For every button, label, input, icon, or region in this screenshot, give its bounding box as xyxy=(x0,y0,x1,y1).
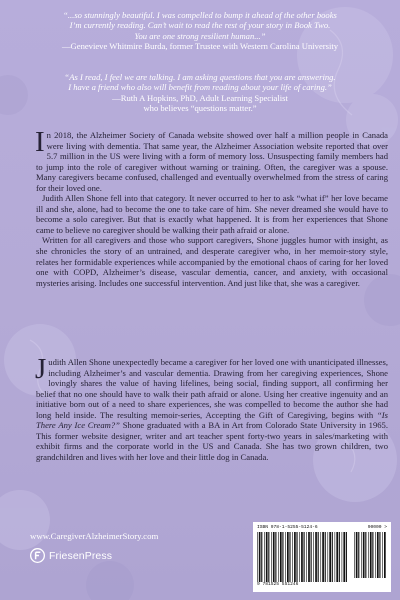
testimonial-quote xyxy=(12,72,388,113)
isbn-label: ISBN 978-1-5255-5124-6 xyxy=(257,525,318,530)
book-title-reference: “Is There Any Ice Cream?” xyxy=(36,409,388,431)
quote-line: I have a friend who also will benefit from reading about your life of caring.” xyxy=(68,82,332,93)
quote-attribution: who believes “questions matter.” xyxy=(143,102,257,113)
description-paragraph: Judith Allen Shone fell into that category. It never occurred to her to ask “what if” her love became ill and she, alone, had to become the one to take care of him. She never dreamed she would have to become a solo caregiver. But that is exactly what happened. It is from her experiences that Shone came to believe no caregiver should be walking their path afraid or alone. xyxy=(36,193,388,235)
book-description xyxy=(35,126,388,288)
bio-text-part: Shone graduated with a BA in Art from Colorado State University in 1965. This former website designer, writer and art teacher spent forty-two years in sales/marketing with exhibit firms and the corporate world in the US and Canada. She has two grown children, two grandchildren and lives with her love and their little dog in Canada. xyxy=(36,420,388,462)
friesenpress-logo-icon xyxy=(30,548,45,563)
author-bio xyxy=(35,353,388,462)
bio-paragraph xyxy=(35,353,388,462)
quote-line: You are one strong resilient human...” xyxy=(134,30,266,41)
barcode-addon-bars xyxy=(354,532,386,578)
quote-line: I’m currently reading. Can’t wait to read the rest of your story in Book Two. xyxy=(69,20,331,31)
drop-cap-letter: I xyxy=(35,126,45,158)
publisher-name: FriesenPress xyxy=(49,549,113,562)
quote-attribution: —Ruth A Hopkins, PhD, Adult Learning Specialist xyxy=(112,92,288,103)
barcode-bars xyxy=(257,532,349,582)
description-paragraph: Written for all caregivers and those who support caregivers, Shone juggles humor with insight, as she chronicles the story of an untrained, and desperate caregiver who, in her memoir-story style, relates her formidable experiences while accompanied by the emotional chaos of caring for her loved one with COPD, Alzheimer’s disease, vascular dementia, cancer, and anxiety, with occasional mysteries arising. Includes one successful intervention. And just like that, she was a caregiver. xyxy=(36,235,388,288)
testimonial-quote xyxy=(12,10,388,51)
drop-cap-letter: J xyxy=(35,353,47,385)
quote-line: “As I read, I feel we are talking. I am asking questions that you are answering. xyxy=(64,72,336,82)
price-code: 90000 > xyxy=(367,525,387,530)
quote-attribution: —Genevieve Whitmire Burda, former Trustee with Western Carolina University xyxy=(61,40,339,51)
author-website[interactable]: www.CaregiverAlzheimerStory.com xyxy=(30,531,159,541)
isbn-barcode xyxy=(253,522,391,592)
description-paragraph: In 2018, the Alzheimer Society of Canada website showed over half a million people in Canada were living with dementia. That same year, the Alzheimer Association website reported that over 5.7 million in the US were living with a form of memory loss. Unsuspecting family members had to jump into the role of caregiver without warning or training. Often, the caregiver was a spouse. Many caregivers became confused, challenged and eventually overwhelmed from the stress of caring for their loved one. xyxy=(35,126,388,193)
quote-line: “...so stunningly beautiful. I was compelled to bump it ahead of the other books xyxy=(63,10,337,20)
barcode-number: 9 781525 551246 xyxy=(257,582,299,587)
publisher-logo xyxy=(30,548,112,563)
bio-text-part: Judith Allen Shone unexpectedly became a caregiver for her loved one with unanticipated illnesses, including Alzheimer’s and vascular dementia. Drawing from her caregiving experiences, Shone lovingly shares the value of having lifelines, being social, finding support, all confirming her belief that no one should have to walk their path afraid or alone. Using her creative ingenuity and an initiative born out of a need to share experiences, she was compelled to become the author she had long held inside. The resulting memoir-series, Accepting the Gift of Caregiving, begins with xyxy=(35,353,388,420)
